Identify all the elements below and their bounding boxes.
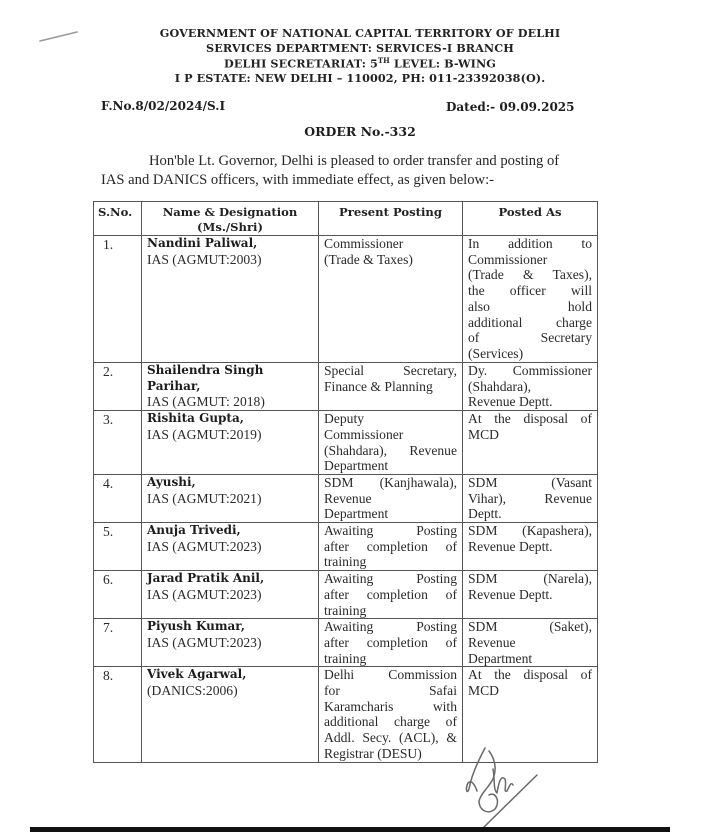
posted-as-line: Dy. Commissioner — [468, 363, 592, 378]
posted-as-line: SDM (Saket), — [468, 619, 592, 635]
posting-table — [93, 201, 598, 763]
present-posting-line: SDM (Kanjhawala), — [324, 474, 457, 490]
intro-line-2: IAS and DANICS officers, with immediate effect, as given below:- — [101, 172, 494, 188]
order-number: ORDER No.-332 — [304, 124, 416, 139]
posted-as-line: Deptt. — [468, 506, 502, 522]
present-posting-line: (Trade & Taxes) — [324, 251, 413, 267]
table-row — [94, 236, 598, 363]
row-name-designation — [142, 667, 319, 762]
row-posted-as — [463, 571, 598, 619]
posted-as-line: Department — [468, 650, 533, 666]
posted-as-line: At the disposal of — [468, 667, 592, 683]
posted-as-line: of Secretary — [468, 330, 592, 346]
row-sno: 8. — [94, 667, 142, 762]
row-sno: 7. — [94, 619, 142, 667]
present-posting-line: Finance & Planning — [324, 378, 433, 394]
row-posted-as — [463, 619, 598, 667]
officer-designation: IAS (AGMUT: 2018) — [147, 394, 265, 410]
posted-as-line: MCD — [468, 426, 499, 442]
posted-as-line: additional charge — [468, 314, 592, 330]
posted-as-line: SDM (Kapashera), — [468, 523, 592, 539]
row-name-designation — [142, 523, 319, 571]
table-row — [94, 571, 598, 619]
row-sno: 2. — [94, 363, 142, 411]
present-posting-line: Registrar (DESU) — [324, 745, 422, 761]
table-row — [94, 523, 598, 571]
present-posting-line: training — [324, 554, 367, 570]
intro-line-1: Hon'ble Lt. Governor, Delhi is pleased to order transfer and posting of — [149, 153, 560, 169]
posted-as-line: Commissioner — [468, 251, 548, 267]
present-posting-line: after completion of — [324, 634, 457, 650]
present-posting-line: Awaiting Posting — [324, 571, 457, 587]
row-sno: 5. — [94, 523, 142, 571]
row-sno: 6. — [94, 571, 142, 619]
table-row — [94, 363, 598, 411]
posted-as-line: SDM (Vasant — [468, 474, 592, 490]
present-posting-line: Addl. Secy. (ACL), & — [324, 730, 457, 746]
row-name-designation — [142, 411, 319, 475]
row-name-designation — [142, 619, 319, 667]
officer-designation: (DANICS:2006) — [147, 683, 238, 699]
present-posting-line: Awaiting Posting — [324, 523, 457, 539]
officer-designation: IAS (AGMUT:2021) — [147, 490, 262, 506]
posted-as-line: Revenue Deptt. — [468, 394, 553, 410]
officer-designation: IAS (AGMUT:2019) — [147, 426, 262, 442]
row-present-posting — [319, 411, 463, 475]
present-posting-line: Karamcharis with — [324, 698, 457, 714]
row-sno: 1. — [94, 236, 142, 363]
row-posted-as — [463, 236, 598, 363]
posted-as-line: (Services) — [468, 345, 524, 361]
header-dept-line: SERVICES DEPARTMENT: SERVICES-I BRANCH — [206, 41, 514, 55]
table-header-row — [94, 202, 598, 236]
present-posting-line: Commissioner — [324, 426, 404, 442]
officer-name: Anuja Trivedi, — [147, 523, 241, 538]
present-posting-line: after completion of — [324, 538, 457, 554]
header-govt-line: GOVERNMENT OF NATIONAL CAPITAL TERRITORY OF DELHI — [159, 26, 561, 40]
table-row — [94, 474, 598, 522]
present-posting-line: Deputy — [324, 411, 365, 427]
posted-as-line: In addition to — [468, 236, 592, 251]
officer-designation: IAS (AGMUT:2023) — [147, 586, 262, 602]
row-present-posting — [319, 236, 463, 363]
row-name-designation — [142, 236, 319, 363]
header-posted-as: Posted As — [463, 202, 598, 236]
header-sno: S.No. — [94, 202, 142, 236]
row-present-posting — [319, 571, 463, 619]
intro-paragraph — [101, 152, 591, 190]
officer-designation: IAS (AGMUT:2003) — [147, 251, 262, 267]
posted-as-line: (Trade & Taxes), — [468, 267, 592, 283]
row-present-posting — [319, 474, 463, 522]
posted-as-line: At the disposal of — [468, 411, 592, 427]
present-posting-line: training — [324, 602, 367, 618]
row-sno: 4. — [94, 474, 142, 522]
officer-name — [147, 363, 313, 394]
officer-name: Jarad Pratik Anil, — [147, 571, 265, 586]
signature — [455, 745, 565, 827]
posted-as-line: SDM (Narela), — [468, 571, 592, 587]
file-number: F.No.8/02/2024/S.I — [101, 99, 226, 113]
officer-name: Piyush Kumar, — [147, 619, 245, 634]
row-posted-as — [463, 363, 598, 411]
table-row — [94, 411, 598, 475]
row-present-posting — [319, 667, 463, 762]
present-posting-line: Department — [324, 458, 389, 474]
header-name-designation — [142, 202, 319, 236]
row-name-designation — [142, 363, 319, 411]
present-posting-line: for Safai — [324, 683, 457, 699]
bottom-rule — [30, 827, 670, 832]
row-present-posting — [319, 363, 463, 411]
posted-as-line: the officer will — [468, 283, 592, 299]
present-posting-line: (Shahdara), Revenue — [324, 442, 457, 458]
posted-as-line: Vihar), Revenue — [468, 490, 592, 506]
row-sno: 3. — [94, 411, 142, 475]
header-estate-line: I P ESTATE: NEW DELHI – 110002, PH: 011-23392038(O). — [174, 71, 546, 85]
officer-name: Rishita Gupta, — [147, 411, 244, 426]
posted-as-line: Revenue Deptt. — [468, 538, 553, 554]
header-address-text: DELHI SECRETARIAT: 5 — [224, 56, 378, 71]
order-date: Dated:- 09.09.2025 — [446, 100, 575, 114]
header-address-level: LEVEL: B-WING — [389, 56, 496, 71]
officer-name: Vivek Agarwal, — [147, 667, 247, 682]
officer-designation: IAS (AGMUT:2023) — [147, 538, 262, 554]
officer-name: Nandini Paliwal, — [147, 236, 258, 250]
officer-name-part: Shailendra Singh — [147, 363, 264, 377]
officer-name: Ayushi, — [147, 474, 196, 489]
posted-as-line: (Shahdara), — [468, 378, 532, 394]
row-present-posting — [319, 523, 463, 571]
present-posting-line: Delhi Commission — [324, 667, 457, 683]
header-name-line1: Name & Designation — [162, 205, 298, 219]
present-posting-line: training — [324, 650, 367, 666]
present-posting-line: Department — [324, 506, 389, 522]
row-posted-as — [463, 523, 598, 571]
header-address-line — [0, 56, 720, 71]
row-posted-as — [463, 411, 598, 475]
posted-as-line: Revenue Deptt. — [468, 586, 553, 602]
header-address-sup: TH — [377, 56, 390, 65]
present-posting-line: Revenue — [324, 490, 372, 506]
present-posting-line: Special Secretary, — [324, 363, 457, 378]
row-posted-as — [463, 474, 598, 522]
present-posting-line: after completion of — [324, 586, 457, 602]
header-name-line2: (Ms./Shri) — [197, 220, 263, 234]
row-name-designation — [142, 571, 319, 619]
present-posting-line: Commissioner — [324, 236, 404, 251]
posted-as-line: MCD — [468, 683, 499, 699]
officer-name-part: Parihar, — [147, 378, 201, 393]
row-name-designation — [142, 474, 319, 522]
present-posting-line: additional charge of — [324, 714, 457, 730]
row-present-posting — [319, 619, 463, 667]
posted-as-line: also hold — [468, 298, 592, 314]
posted-as-line: Revenue — [468, 634, 516, 650]
table-row — [94, 619, 598, 667]
officer-designation: IAS (AGMUT:2023) — [147, 634, 262, 650]
present-posting-line: Awaiting Posting — [324, 619, 457, 635]
header-present-posting: Present Posting — [319, 202, 463, 236]
